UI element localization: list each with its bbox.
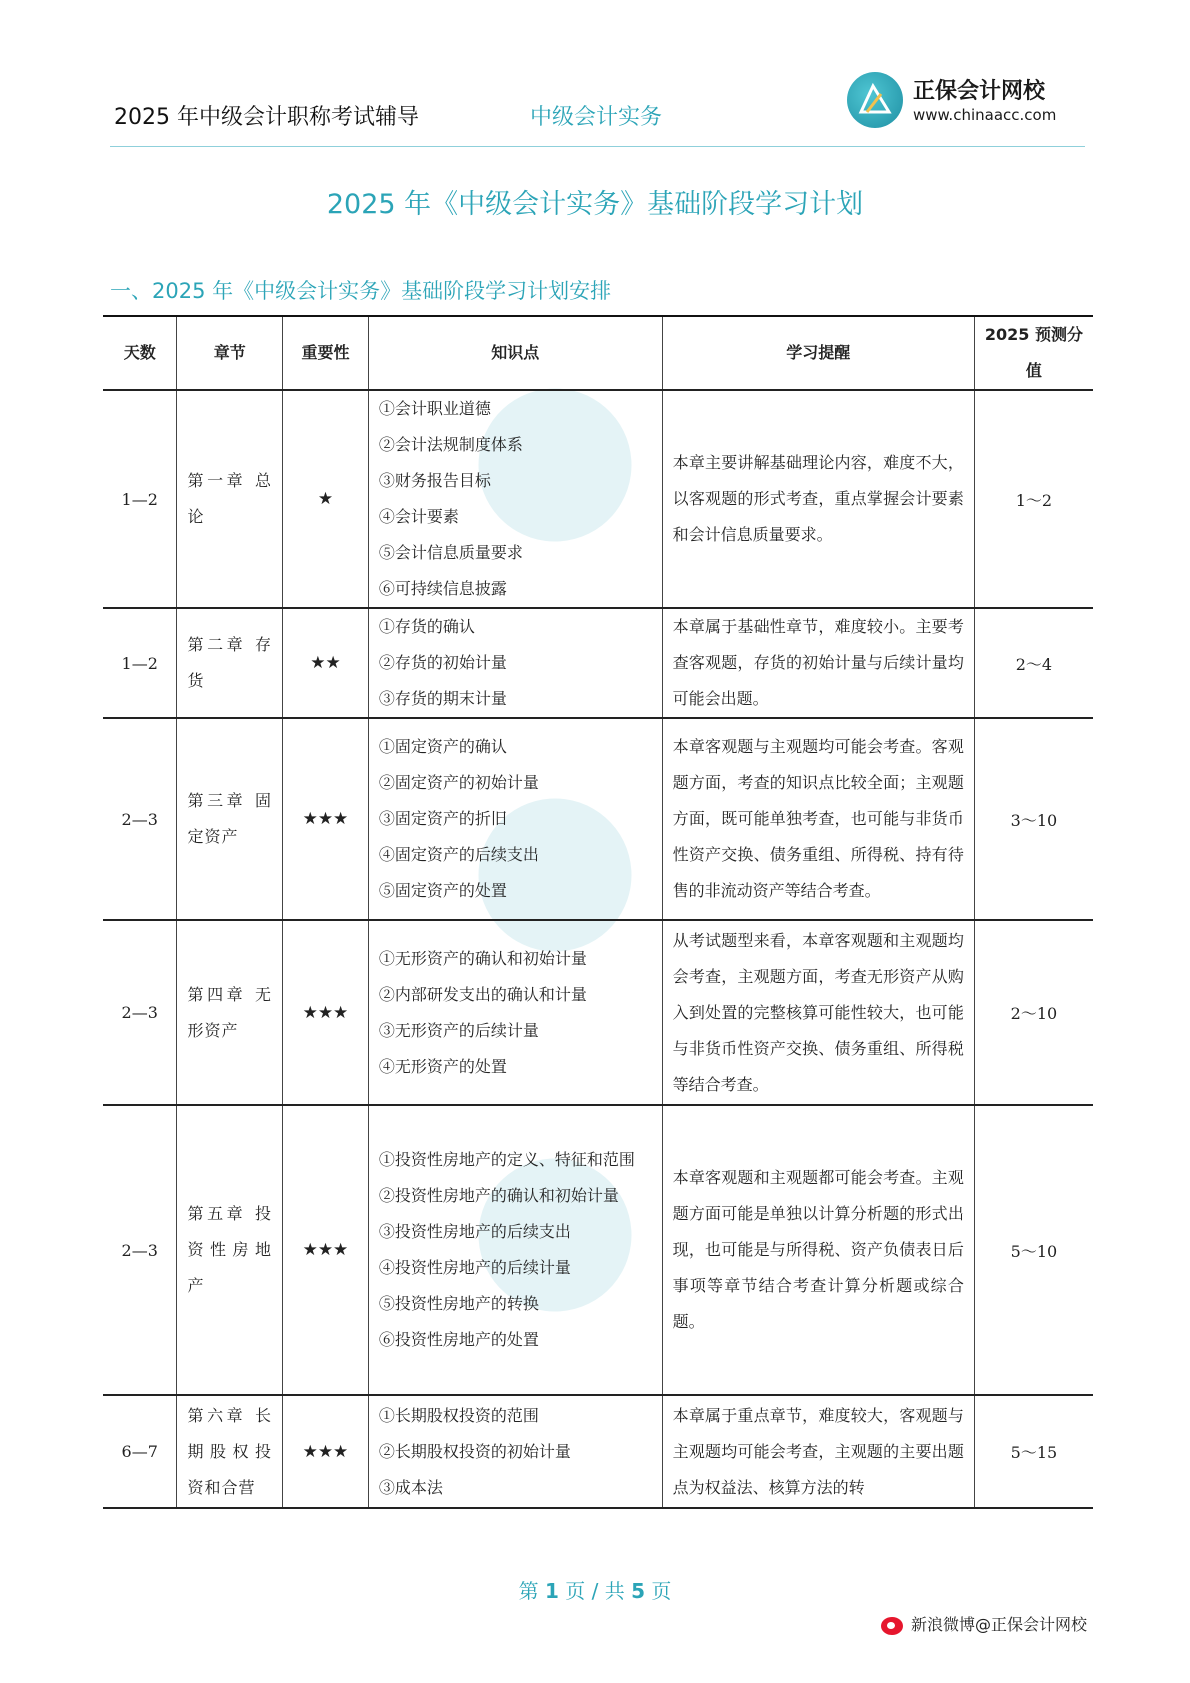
score-cell: 2～10 [974,920,1093,1105]
point-item: ①存货的确认 [378,617,475,636]
table-row [103,390,1093,608]
point-item: ②会计法规制度体系 [378,435,523,454]
tip-cell: 本章属于基础性章节，难度较小。主要考查客观题，存货的初始计量与后续计量均可能会出题。 [662,608,974,718]
page-mid: 页 / 共 [565,1579,625,1603]
point-item: ⑥投资性房地产的处置 [378,1330,539,1349]
points-cell [368,1105,662,1395]
study-plan-table [103,315,1093,1509]
chapter-cell: 第五章 投资性房地产 [177,1105,283,1395]
tip-cell: 本章主要讲解基础理论内容，难度不大，以客观题的形式考查，重点掌握会计要素和会计信息质量要求。 [662,390,974,608]
point-item: ①会计职业道德 [378,399,491,418]
point-item: ①长期股权投资的范围 [378,1405,539,1425]
point-item: ④会计要素 [378,507,459,526]
tip-cell: 本章客观题和主观题都可能会考查。主观题方面可能是单独以计算分析题的形式出现，也可能是与所得税、资产负债表日后事项等章节结合考查计算分析题或综合题。 [662,1105,974,1395]
point-item: ③财务报告目标 [378,471,491,490]
point-item: ②内部研发支出的确认和计量 [378,984,587,1004]
score-cell: 3～10 [974,718,1093,920]
point-item: ⑤固定资产的处置 [378,881,507,900]
days-cell: 1—2 [103,608,177,718]
header-score: 2025 预测分值 [974,316,1093,390]
point-item: ⑤会计信息质量要求 [378,543,523,562]
weibo-icon [881,1617,903,1635]
tip-cell: 本章属于重点章节，难度较大，客观题与主观题均可能会考查，主观题的主要出题点为权益法、核算方法的转 [662,1395,974,1508]
points-cell [368,718,662,920]
point-item: ①投资性房地产的定义、特征和范围 [378,1150,635,1169]
score-cell: 5～10 [974,1105,1093,1395]
logo-icon [847,72,903,128]
page-header [110,60,1085,147]
page-prefix: 第 [518,1579,539,1603]
point-item: ③投资性房地产的后续支出 [378,1222,571,1241]
header-tip: 学习提醒 [662,316,974,390]
point-item: ②固定资产的初始计量 [378,773,539,792]
days-cell: 2—3 [103,920,177,1105]
importance-stars: ★★★ [282,1105,368,1395]
points-cell [368,608,662,718]
importance-stars: ★ [282,390,368,608]
total-pages: 5 [631,1579,645,1603]
logo-url: www.chinaacc.com [913,106,1057,124]
point-item: ⑥可持续信息披露 [378,579,507,598]
score-cell: 2～4 [974,608,1093,718]
header-points: 知识点 [368,316,662,390]
point-item: ③存货的期末计量 [378,689,507,708]
point-item: ③成本法 [378,1477,443,1497]
days-cell: 2—3 [103,1105,177,1395]
chapter-cell: 第三章 固定资产 [177,718,283,920]
brand-logo [847,72,1077,132]
header-importance: 重要性 [282,316,368,390]
days-cell: 1—2 [103,390,177,608]
point-item: ②存货的初始计量 [378,653,507,672]
point-item: ②长期股权投资的初始计量 [378,1441,571,1461]
logo-name: 正保会计网校 [913,79,1046,104]
importance-stars: ★★★ [282,920,368,1105]
days-cell: 6—7 [103,1395,177,1508]
table-row [103,718,1093,920]
tip-cell: 从考试题型来看，本章客观题和主观题均会考查，主观题方面，考查无形资产从购入到处置的完整核算可能性较大，也可能与非货币性资产交换、债务重组、所得税等结合考查。 [662,920,974,1105]
point-item: ②投资性房地产的确认和初始计量 [378,1186,619,1205]
chapter-cell: 第一章 总论 [177,390,283,608]
page-suffix: 页 [651,1579,672,1603]
table-row [103,608,1093,718]
score-cell: 5～15 [974,1395,1093,1508]
weibo-text: 新浪微博@正保会计网校 [910,1615,1087,1634]
weibo-account [881,1612,1087,1635]
chapter-cell: 第二章 存货 [177,608,283,718]
point-item: ④无形资产的处置 [378,1056,507,1076]
chapter-cell: 第六章 长期股权投资和合营 [177,1395,283,1508]
points-cell [368,920,662,1105]
score-cell: 1～2 [974,390,1093,608]
point-item: ①固定资产的确认 [378,737,507,756]
point-item: ①无形资产的确认和初始计量 [378,948,587,968]
table-header-row [103,316,1093,390]
point-item: ③无形资产的后续计量 [378,1020,539,1040]
point-item: ③固定资产的折旧 [378,809,507,828]
point-item: ④投资性房地产的后续计量 [378,1258,571,1277]
importance-stars: ★★★ [282,1395,368,1508]
subject-name: 中级会计实务 [530,105,663,130]
points-cell [368,1395,662,1508]
days-cell: 2—3 [103,718,177,920]
points-cell [368,390,662,608]
page-title: 2025 年《中级会计实务》基础阶段学习计划 [326,189,864,220]
current-page: 1 [544,1579,559,1603]
importance-stars: ★★ [282,608,368,718]
point-item: ⑤投资性房地产的转换 [378,1294,539,1313]
tip-cell: 本章客观题与主观题均可能会考查。客观题方面，考查的知识点比较全面；主观题方面，既可能单独考查，也可能与非货币性资产交换、债务重组、所得税、持有待售的非流动资产等结合考查。 [662,718,974,920]
header-days: 天数 [103,316,177,390]
section-title: 一、2025 年《中级会计实务》基础阶段学习计划安排 [110,279,612,303]
importance-stars: ★★★ [282,718,368,920]
table-row [103,1395,1093,1508]
page-number [0,1575,1190,1604]
table-row [103,1105,1093,1395]
exam-title: 2025 年中级会计职称考试辅导 [114,105,419,130]
header-chapter: 章节 [177,316,283,390]
point-item: ④固定资产的后续支出 [378,845,539,864]
chapter-cell: 第四章 无形资产 [177,920,283,1105]
table-row [103,920,1093,1105]
